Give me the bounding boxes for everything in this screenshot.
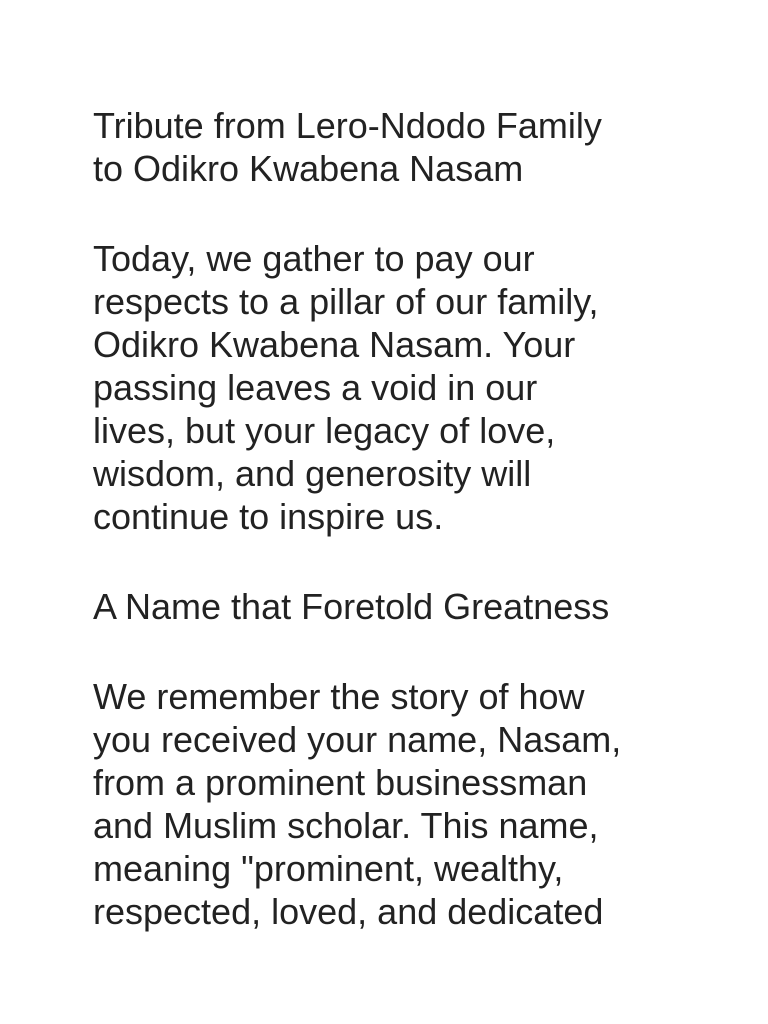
paragraph-line: from a prominent businessman [93, 762, 588, 803]
paragraph-line: wisdom, and generosity will [93, 453, 532, 494]
name-story-paragraph [93, 675, 693, 933]
paragraph-line: lives, but your legacy of love, [93, 410, 556, 451]
paragraph-line: meaning "prominent, wealthy, [93, 848, 564, 889]
title-line: to Odikro Kwabena Nasam [93, 148, 524, 189]
intro-paragraph [93, 237, 693, 538]
document-page [93, 104, 693, 933]
paragraph-line: respects to a pillar of our family, [93, 281, 599, 322]
section-heading [93, 585, 693, 628]
paragraph-line: Today, we gather to pay our [93, 238, 535, 279]
paragraph-line: We remember the story of how [93, 676, 585, 717]
paragraph-line: respected, loved, and dedicated [93, 891, 604, 932]
paragraph-spacer [93, 190, 693, 237]
paragraph-line: you received your name, Nasam, [93, 719, 622, 760]
tribute-title [93, 104, 693, 190]
paragraph-line: and Muslim scholar. This name, [93, 805, 599, 846]
paragraph-line: continue to inspire us. [93, 496, 444, 537]
paragraph-spacer [93, 628, 693, 675]
paragraph-spacer [93, 538, 693, 585]
title-line: Tribute from Lero-Ndodo Family [93, 105, 602, 146]
paragraph-line: passing leaves a void in our [93, 367, 538, 408]
heading-line: A Name that Foretold Greatness [93, 586, 610, 627]
paragraph-line: Odikro Kwabena Nasam. Your [93, 324, 576, 365]
